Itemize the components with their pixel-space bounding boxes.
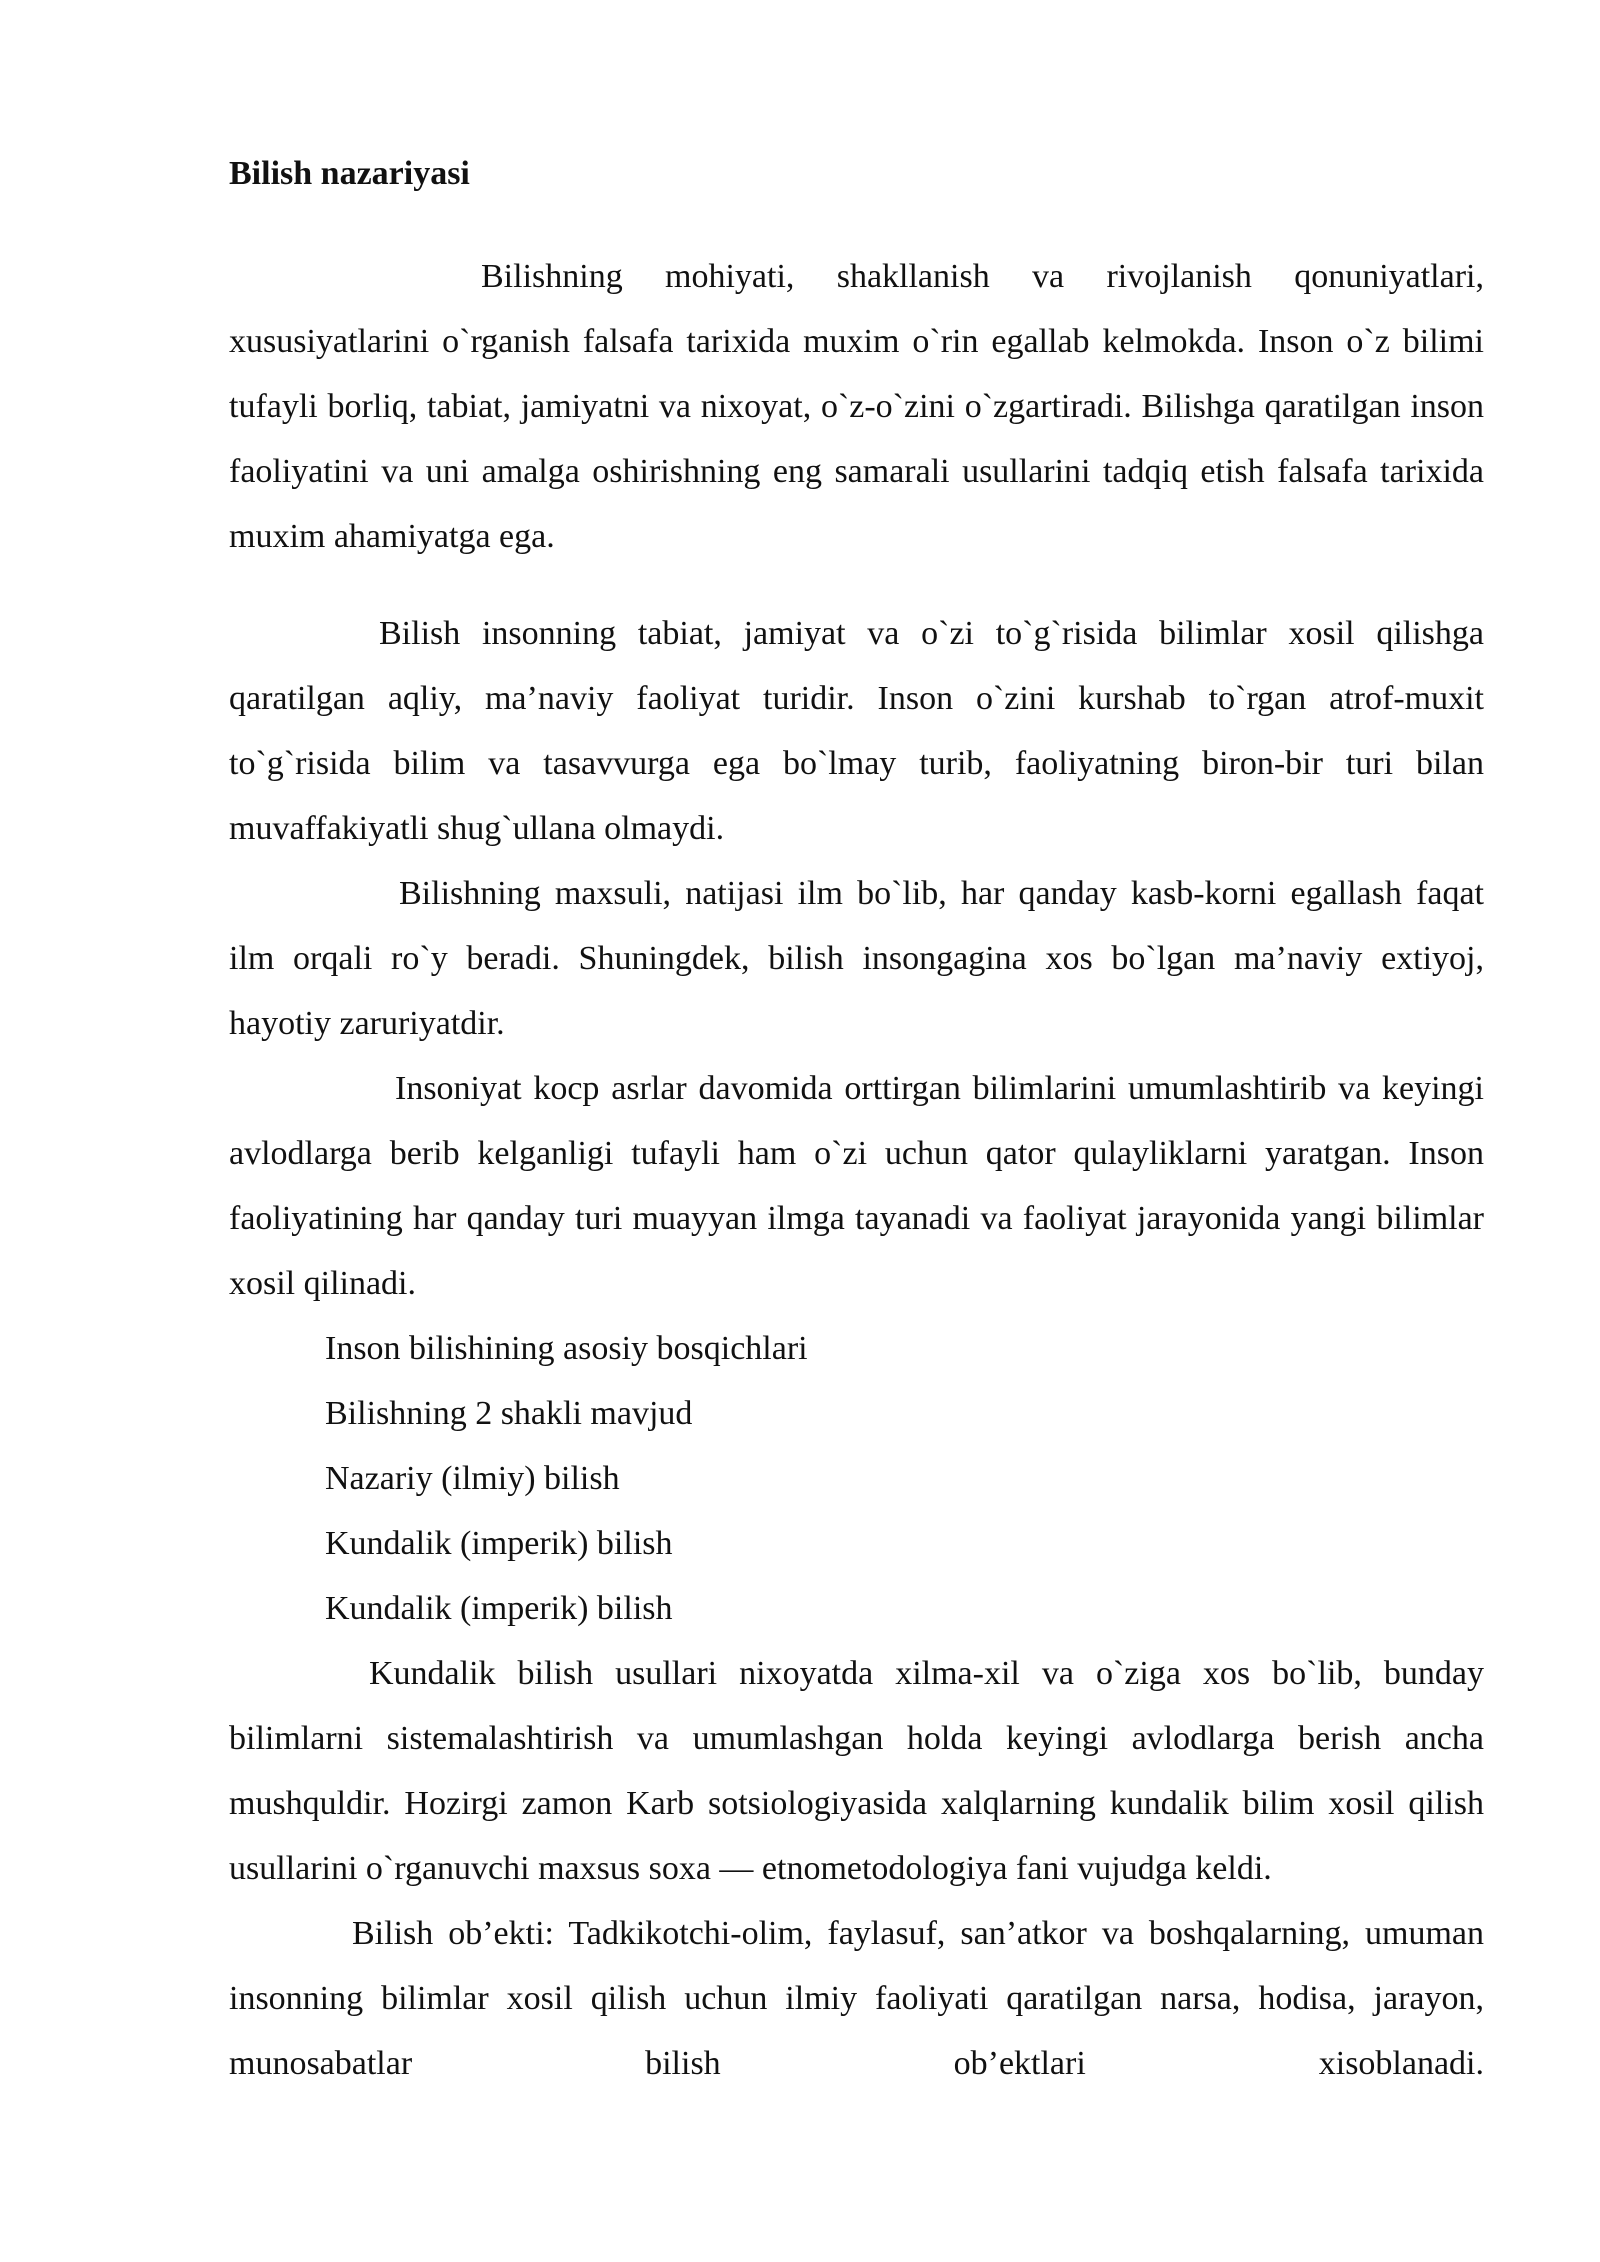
list-item: Bilishning 2 shakli mavjud	[325, 1395, 693, 1432]
paragraph-2: Bilish insonning tabiat, jamiyat va o`zi to`g`risida bilimlar xosil qilishga qaratilgan aqliy, ma’naviy faoliyat turidir. Inson o`zini kurshab to`rgan atrof-muxit to`g`risida bilim va tasavvurga ega bo`lmay turib, faoliyatning biron-bir turi bilan muvaffakiyatli shug`ullana olmaydi.	[229, 615, 1484, 847]
paragraph-4: Insoniyat kocp asrlar davomida orttirgan bilimlarini umumlashtirib va keyingi avlodlarga berib kelganligi tufayli ham o`zi uchun qator qulayliklarni yaratgan. Inson faoliyatining har qanday turi muayyan ilmga tayanadi va faoliyat jarayonida yangi bilimlar xosil qilinadi.	[229, 1070, 1484, 1302]
paragraph-5: Kundalik bilish usullari nixoyatda xilma-xil va o`ziga xos bo`lib, bunday bilimlarni sistemalashtirish va umumlashgan holda keyingi avlodlarga berish ancha mushquldir. Hozirgi zamon Karb sotsiologiyasida xalqlarning kundalik bilim xosil qilish usullarini o`rganuvchi maxsus soxa — etnometodologiya fani vujudga keldi.	[229, 1655, 1484, 1887]
paragraph-1: Bilishning mohiyati, shakllanish va rivojlanish qonuniyatlari, xususiyatlarini o`rganish falsafa tarixida muxim o`rin egallab kelmokda. Inson o`z bilimi tufayli borliq, tabiat, jamiyatni va nixoyat, o`z-o`zini o`zgartiradi. Bilishga qaratilgan inson faoliyatini va uni amalga oshirishning eng samarali usullarini tadqiq etish falsafa tarixida muxim ahamiyatga ega.	[229, 258, 1484, 555]
list-item: Inson bilishining asosiy bosqichlari	[325, 1330, 808, 1367]
document-title: Bilish nazariyasi	[229, 155, 470, 192]
paragraph-6: Bilish ob’ekti: Tadkikotchi-olim, faylasuf, san’atkor va boshqalarning, umuman insonning bilimlar xosil qilish uchun ilmiy faoliyati qaratilgan narsa, hodisa, jarayon, munosabatlar bilish ob’ektlari xisoblanadi.	[229, 1915, 1484, 2082]
list-item: Kundalik (imperik) bilish	[325, 1525, 673, 1562]
document-body	[229, 148, 1484, 2096]
paragraph-3: Bilishning maxsuli, natijasi ilm bo`lib, har qanday kasb-korni egallash faqat ilm orqali ro`y beradi. Shuningdek, bilish insongagina xos bo`lgan ma’naviy extiyoj, hayotiy zaruriyatdir.	[229, 875, 1484, 1042]
list-item: Kundalik (imperik) bilish	[325, 1590, 673, 1627]
stages-list	[229, 1316, 1484, 1641]
list-item: Nazariy (ilmiy) bilish	[325, 1460, 620, 1497]
